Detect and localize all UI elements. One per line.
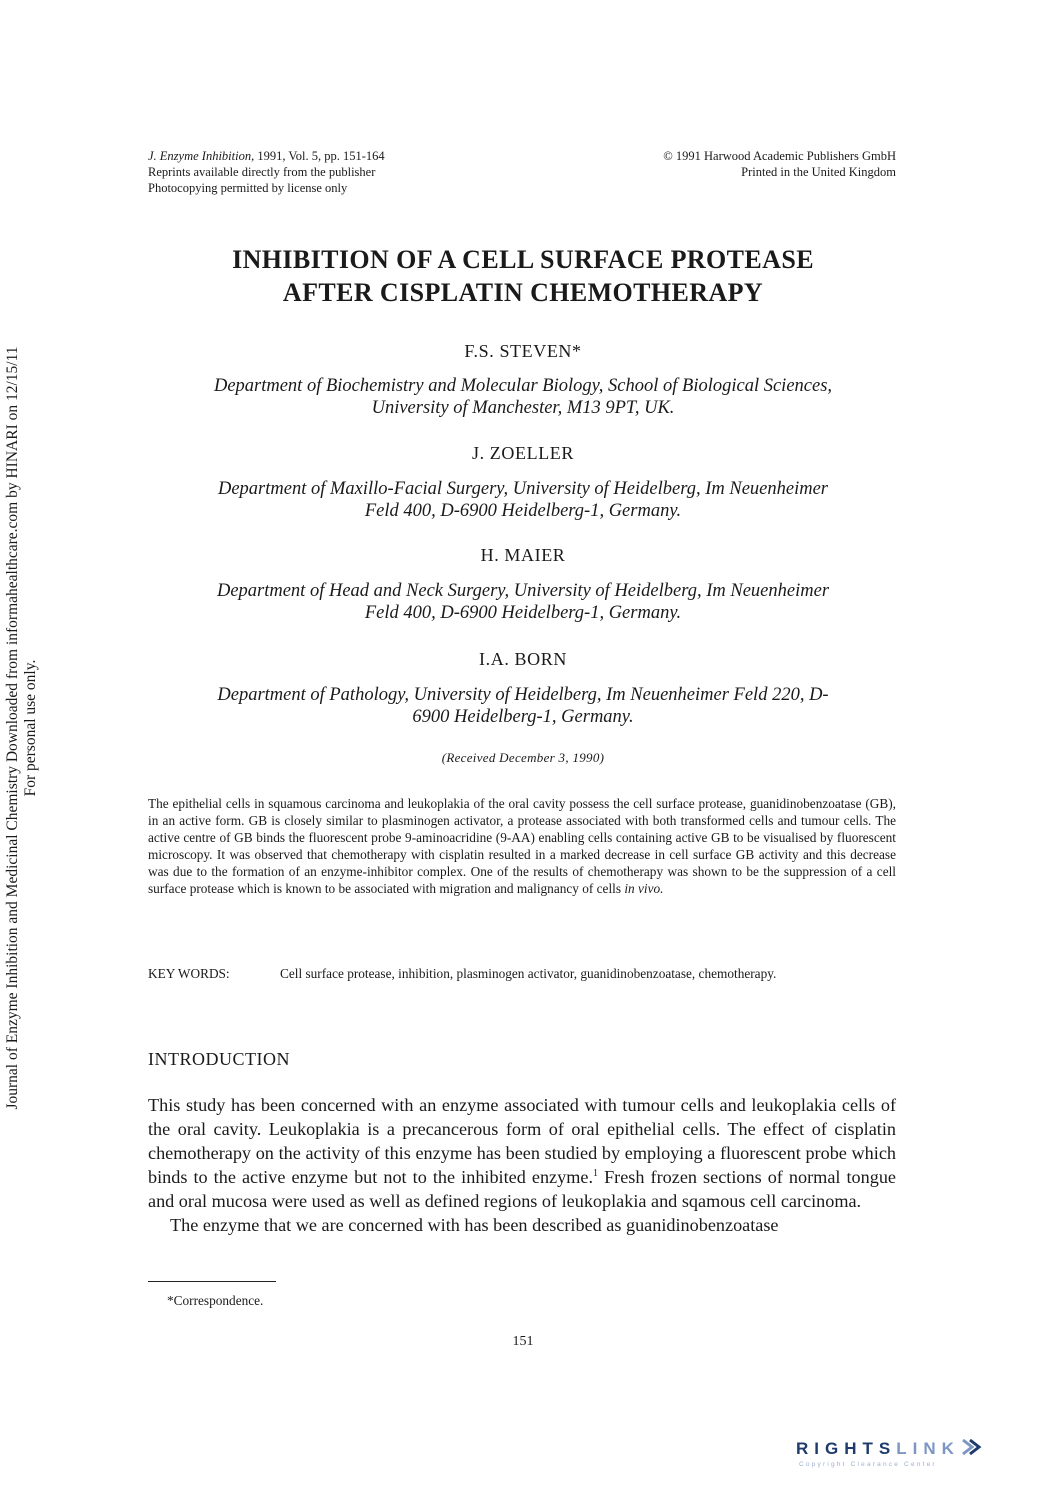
article-title-line1: INHIBITION OF A CELL SURFACE PROTEASE: [232, 245, 814, 274]
section-heading: INTRODUCTION: [148, 1049, 290, 1069]
reprints-note: Reprints available directly from the publisher: [148, 165, 376, 179]
author-name: H. MAIER: [480, 545, 566, 565]
paragraph-text: Fresh frozen sections of normal tongue and oral mucosa were used as well as defined regions of leukoplakia and sqamous cell carcinoma.: [148, 1167, 897, 1211]
article-title: [148, 243, 898, 309]
article-title-line2: AFTER CISPLATIN CHEMOTHERAPY: [282, 278, 764, 307]
rightslink-wordmark: [796, 1438, 1036, 1459]
author-affiliation: [148, 684, 898, 728]
abstract: [148, 795, 896, 897]
download-watermark-line2: For personal use only.: [22, 659, 39, 797]
publisher-info: [536, 148, 896, 180]
abstract-text: The epithelial cells in squamous carcinoma and leukoplakia of the oral cavity possess the cell surface protease, guanidinobenzoatase (GB), in an active form. GB is closely similar to plasminogen activator, a protease associated with both transformed cells and tumour cells. The active centre of GB binds the fluorescent probe 9-aminoacridine (9-AA) enabling cells containing active GB to be visualised by fluorescent microscopy. It was observed that chemotherapy with cisplatin resulted in a marked decrease in cell surface GB activity and this decrease was due to the formation of an enzyme-inhibitor complex. One of the results of chemotherapy was shown to be the suppression of a cell surface protease which is known to be associated with migration and malignancy of cells: [148, 796, 896, 896]
received-date: (Received December 3, 1990): [441, 750, 605, 765]
author-name: I.A. BORN: [479, 649, 567, 669]
affiliation-line: Feld 400, D-6900 Heidelberg-1, Germany.: [364, 603, 682, 623]
journal-details: , 1991, Vol. 5, pp. 151-164: [251, 149, 385, 163]
download-watermark-line1: Journal of Enzyme Inhibition and Medicinal Chemistry Downloaded from informahealthcare.com by HINARI on 12/15/11: [4, 346, 21, 1110]
journal-name: J. Enzyme Inhibition: [148, 149, 252, 163]
affiliation-line: Department of Maxillo-Facial Surgery, University of Heidelberg, Im Neuenheimer: [217, 479, 828, 499]
keywords-text: Cell surface protease, inhibition, plasminogen activator, guanidinobenzoatase, chemotherapy.: [280, 966, 777, 981]
affiliation-line: Feld 400, D-6900 Heidelberg-1, Germany.: [364, 501, 682, 521]
page-number: 151: [512, 1334, 534, 1349]
footnote: *Correspondence.: [167, 1293, 264, 1308]
rightslink-part1: RIGHTS: [796, 1439, 897, 1458]
affiliation-line: University of Manchester, M13 9PT, UK.: [371, 398, 675, 418]
abstract-text-italic: in vivo.: [624, 881, 664, 896]
copyright-note: © 1991 Harwood Academic Publishers GmbH: [663, 149, 896, 163]
author-name: F.S. STEVEN*: [464, 341, 582, 361]
footnote-rule: [148, 1281, 276, 1282]
paragraph: [148, 1093, 896, 1213]
printed-note: Printed in the United Kingdom: [741, 165, 896, 179]
affiliation-line: Department of Head and Neck Surgery, University of Heidelberg, Im Neuenheimer: [216, 581, 830, 601]
rightslink-logo: [796, 1438, 1036, 1482]
author-affiliation: [148, 580, 898, 624]
rightslink-part2: LINK: [896, 1439, 960, 1458]
keywords: [148, 965, 896, 982]
reference-marker: 1: [593, 1167, 598, 1179]
photocopying-note: Photocopying permitted by license only: [148, 181, 348, 195]
affiliation-line: Department of Biochemistry and Molecular Biology, School of Biological Sciences,: [213, 376, 833, 396]
journal-citation-line: [148, 148, 508, 164]
author-affiliation: [148, 375, 898, 419]
rightslink-arrow-icon: [960, 1438, 982, 1456]
rightslink-subtitle: Copyright Clearance Center: [799, 1461, 937, 1468]
keywords-label: KEY WORDS:: [148, 966, 230, 981]
paragraph: The enzyme that we are concerned with has been described as guanidinobenzoatase: [170, 1215, 779, 1235]
author-name: J. ZOELLER: [472, 443, 574, 463]
introduction-body: [148, 1093, 896, 1237]
affiliation-line: 6900 Heidelberg-1, Germany.: [412, 707, 634, 727]
affiliation-line: Department of Pathology, University of Heidelberg, Im Neuenheimer Feld 220, D-: [217, 685, 829, 705]
download-watermark: [4, 168, 40, 1288]
author-affiliation: [148, 478, 898, 522]
journal-citation: [148, 148, 508, 196]
paragraph-text: This study has been concerned with an enzyme associated with tumour cells and leukoplakia cells of the oral cavity. Leukoplakia is a precancerous form of oral epithelial cells. The effect of cisplatin chemotherapy on the activity of this enzyme has been studied by employing a fluorescent probe which binds to the active enzyme but not to the inhibited enzyme.: [148, 1095, 896, 1187]
